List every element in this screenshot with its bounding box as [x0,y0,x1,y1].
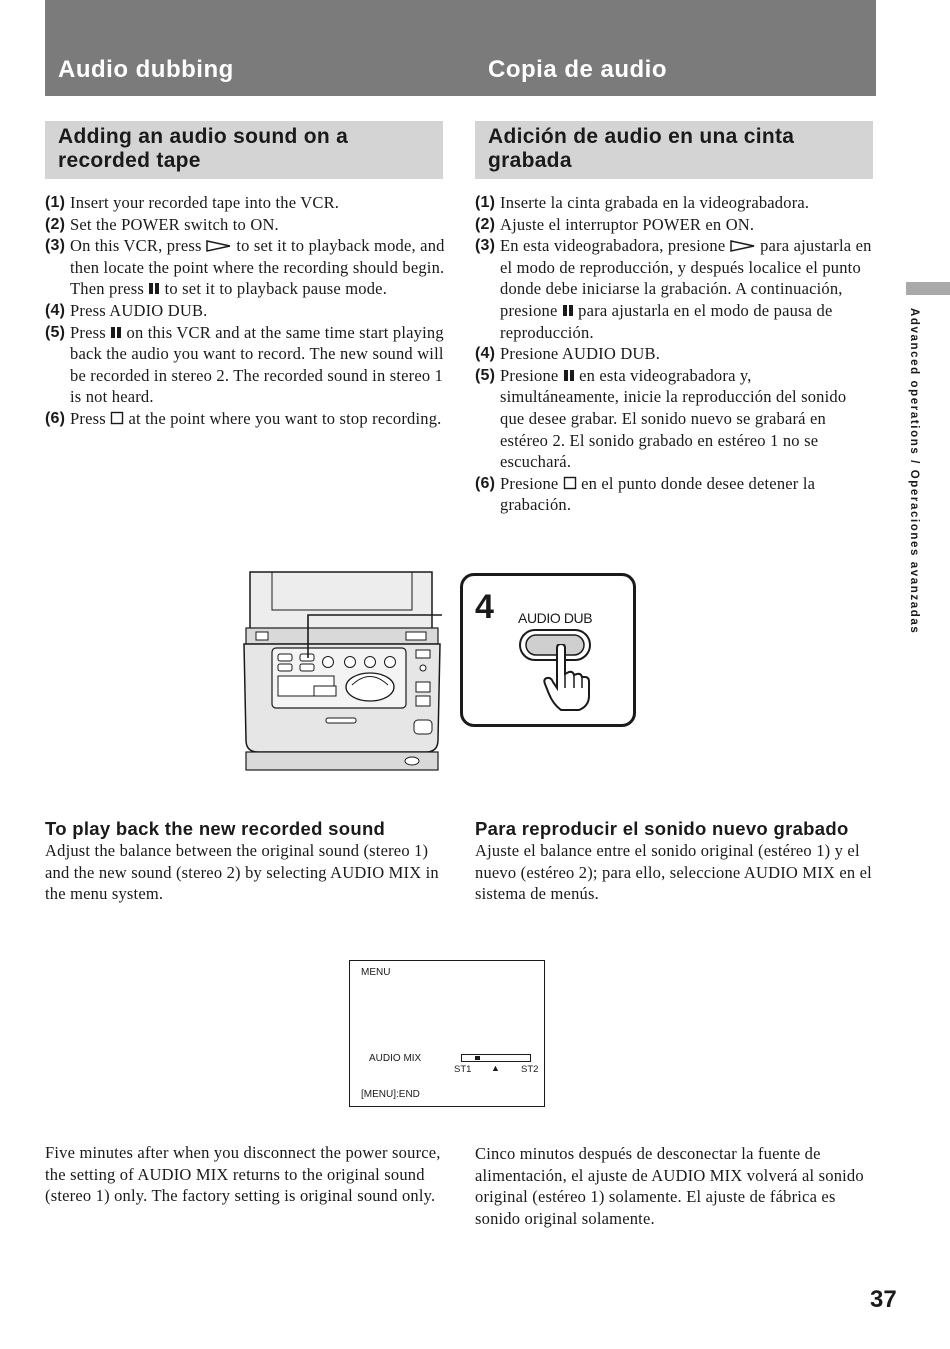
playback-text-en: Adjust the balance between the original sound (stereo 1) and the new sound (stereo 2) by selecting AUDIO MIX in the menu system. [45,841,439,904]
steps-en [45,192,445,430]
vcr-illustration [242,570,442,775]
playback-section-en [45,818,455,905]
stop-icon [110,411,124,425]
note-es: Cinco minutos después de desconectar la fuente de alimentación, el ajuste de AUDIO MIX volverá al sonido original (estéreo 1) solamente. El ajuste de fábrica es sonido original solamente. [475,1144,864,1228]
playback-heading-en: To play back the new recorded sound [45,818,386,839]
step-2-en: (2) Set the POWER switch to ON. [45,214,279,234]
audio-dub-label: AUDIO DUB [518,610,593,626]
playback-heading-es: Para reproducir el sonido nuevo grabado [475,818,849,839]
step-1-es: (1) Inserte la cinta grabada en la videograbadora. [475,193,810,212]
step-3-es: (3) En esta videograbadora, presione para ajustarla en el modo de reproducción, y después localice el punto donde debe iniciarse la grabación. A continuación, presione para ajustarla en el modo de pausa de reproducción. [475,236,872,342]
section-label: Advanced operations / Operaciones avanzadas [908,308,920,635]
audio-mix-bar [461,1054,531,1062]
playback-section-es [475,818,875,905]
st1-label: ST1 [454,1064,472,1075]
step-2-es: (2) Ajuste el interruptor POWER en ON. [475,214,755,234]
section-tab-marker [906,282,950,295]
note-en: Five minutes after when you disconnect the power source, the setting of AUDIO MIX returns to the original sound (stereo 1) only. The factory setting is original sound only. [45,1143,441,1206]
audio-mix-label: AUDIO MIX [369,1053,422,1064]
subheading-es: Adición de audio en una cinta grabada [475,121,873,179]
header-banner [45,0,876,96]
play-icon [206,240,232,252]
st2-label: ST2 [521,1064,539,1075]
page-title-es: Copia de audio [488,56,668,83]
step-5-en: (5) Press on this VCR and at the same time start playing back the audio you want to record. The new sound will be recorded in stereo 2. The recorded sound in stereo 1 is not heard. [45,322,444,407]
audio-mix-position-marker [475,1056,480,1060]
play-icon [730,240,756,252]
step-1-en: (1) Insert your recorded tape into the VCR. [45,193,340,212]
pointing-hand-icon [543,644,593,714]
step-6-en: (6) Press at the point where you want to stop recording. [45,408,442,428]
playback-text-es: Ajuste el balance entre el sonido original (estéreo 1) y el nuevo (estéreo 2); para ello, seleccione AUDIO MIX en el sistema de menús. [475,841,872,904]
page-title-en: Audio dubbing [58,56,234,83]
step-4-en: (4) Press AUDIO DUB. [45,300,208,320]
page-number: 37 [870,1286,897,1313]
step-6-es: (6) Presione en el punto donde desee detener la grabación. [475,473,816,515]
menu-screen-illustration [349,960,545,1107]
pause-icon [148,282,160,295]
callout-step-number: 4 [475,588,494,626]
stop-icon [563,476,577,490]
pause-icon [110,326,122,339]
menu-footer: [MENU]:END [361,1089,420,1100]
subheading-en: Adding an audio sound on a recorded tape [45,121,443,179]
step-3-en: (3) On this VCR, press to set it to playback mode, and then locate the point where the recording should begin. Then press to set it to playback pause mode. [45,236,445,299]
menu-title: MENU [361,967,391,978]
step-4-callout [460,573,636,727]
center-marker-icon: ▲ [491,1063,500,1073]
steps-es [475,192,875,516]
step-4-es: (4) Presione AUDIO DUB. [475,344,661,364]
pause-icon [563,369,575,382]
pause-icon [562,304,574,317]
step-5-es: (5) Presione en esta videograbadora y, simultáneamente, inicie la reproducción del sonido que desee grabar. El sonido nuevo se grabará en estéreo 2. El sonido grabado en estéreo 1 no se escuchará. [475,365,847,472]
